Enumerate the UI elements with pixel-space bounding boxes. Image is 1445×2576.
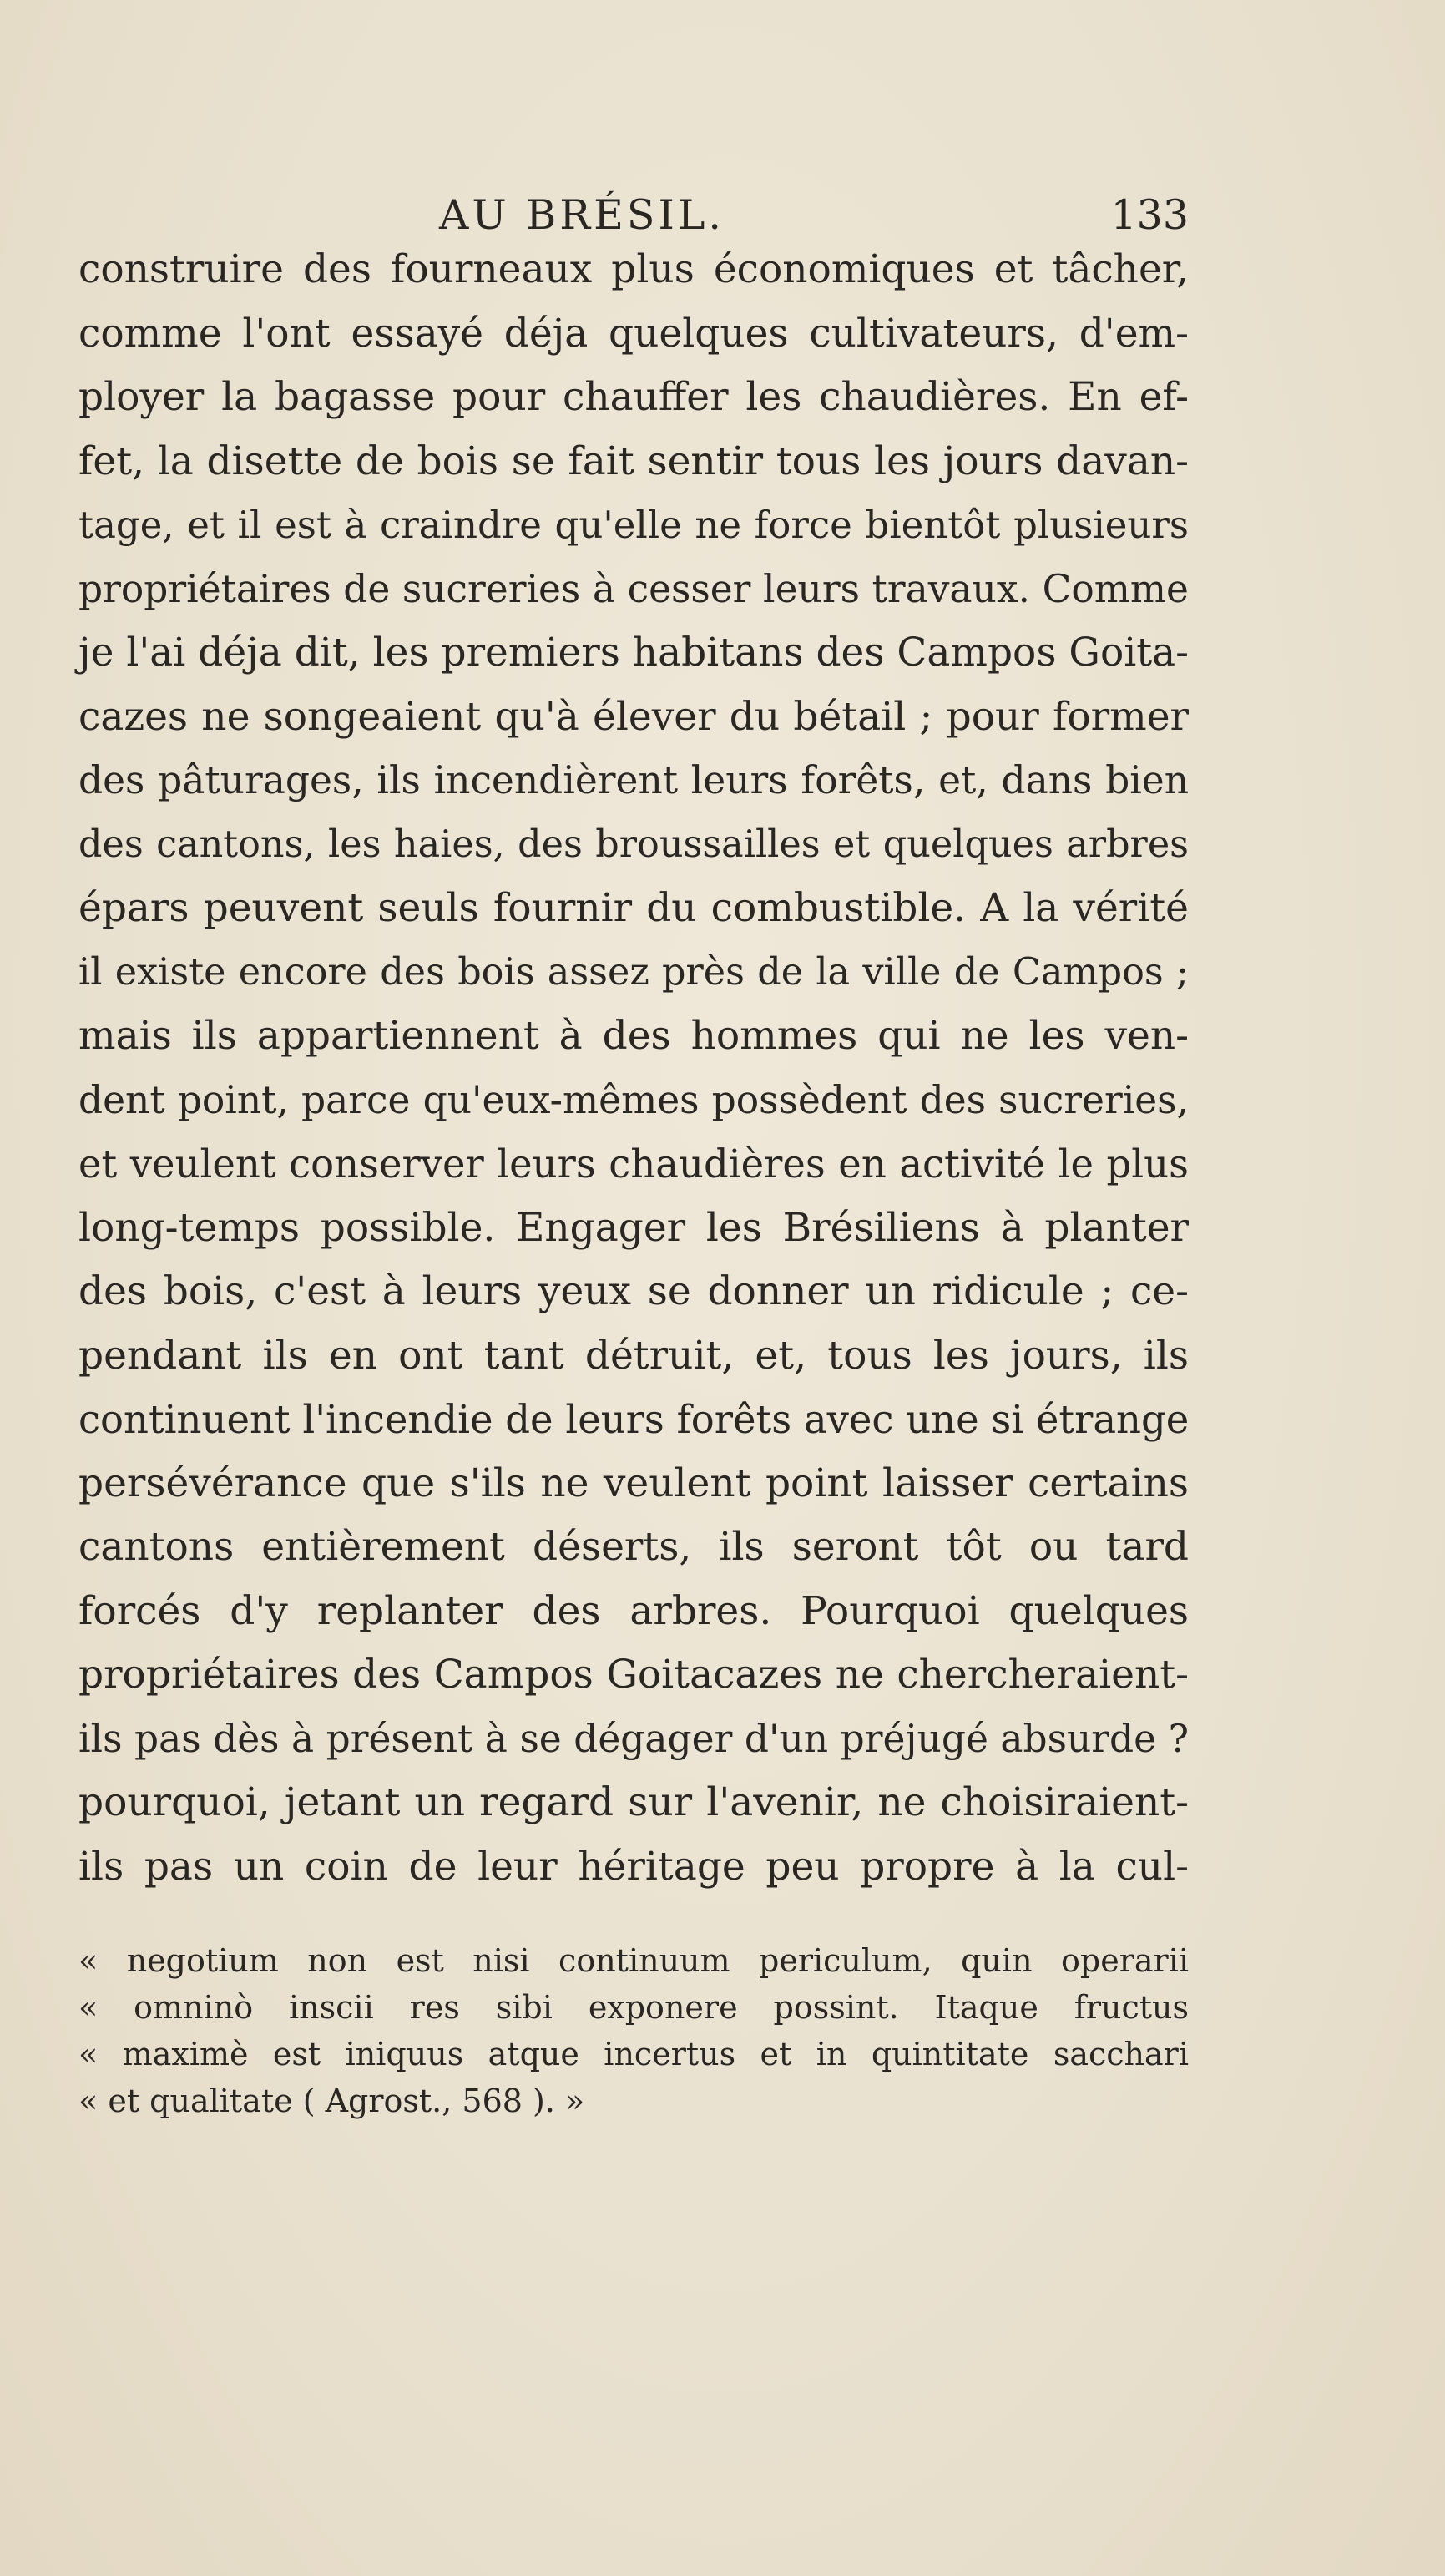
running-title: AU BRÉSIL.: [439, 191, 725, 239]
text-line: épars peuvent seuls fournir du combustible. A la vérité: [78, 885, 1189, 931]
footnote-line: « omninò inscii res sibi exponere possint. Itaque fructus: [78, 1989, 1189, 2026]
text-line: je l'ai déja dit, les premiers habitans des Campos Goita-: [78, 630, 1190, 676]
text-line: long-temps possible. Engager les Brésiliens à planter: [78, 1204, 1189, 1251]
footnote: [78, 1937, 1189, 2124]
footnote-line: « et qualitate ( Agrost., 568 ). »: [78, 2083, 585, 2119]
page-header: [78, 190, 1189, 240]
text-line: tage, et il est à craindre qu'elle ne force bientôt plusieurs: [78, 503, 1189, 547]
text-line: des bois, c'est à leurs yeux se donner un ridicule ; ce-: [78, 1268, 1189, 1314]
body-text: [78, 238, 1189, 1899]
footnote-line: « negotium non est nisi continuum periculum, quin operarii: [78, 1942, 1189, 1979]
text-line: pourquoi, jetant un regard sur l'avenir, ne choisiraient-: [78, 1779, 1189, 1825]
text-line: dent point, parce qu'eux-mêmes possèdent des sucreries,: [78, 1077, 1189, 1122]
text-line: persévérance que s'ils ne veulent point laisser certains: [78, 1460, 1189, 1506]
text-line: propriétaires de sucreries à cesser leurs travaux. Comme: [78, 566, 1189, 611]
text-line: fet, la disette de bois se fait sentir tous les jours davan-: [78, 438, 1189, 484]
text-line: des cantons, les haies, des broussailles et quelques arbres: [78, 822, 1189, 866]
text-line: il existe encore des bois assez près de la ville de Campos ;: [78, 950, 1189, 994]
text-line: cazes ne songeaient qu'à élever du bétail ; pour former: [78, 693, 1189, 740]
footnote-line: « maximè est iniquus atque incertus et in quintitate sacchari: [78, 2036, 1189, 2072]
page-number: 133: [1110, 191, 1189, 239]
text-line: ployer la bagasse pour chauffer les chaudières. En ef-: [78, 374, 1189, 420]
text-line: pendant ils en ont tant détruit, et, tous les jours, ils: [78, 1332, 1189, 1379]
text-line: comme l'ont essayé déja quelques cultivateurs, d'em-: [78, 310, 1189, 357]
text-line: mais ils appartiennent à des hommes qui ne les ven-: [78, 1013, 1189, 1059]
text-line: ils pas un coin de leur héritage peu propre à la cul-: [78, 1843, 1189, 1890]
text-line: forcés d'y replanter des arbres. Pourquoi quelques: [78, 1587, 1189, 1634]
text-line: propriétaires des Campos Goitacazes ne chercheraient-: [78, 1652, 1189, 1698]
text-line: ils pas dès à présent à se dégager d'un préjugé absurde ?: [78, 1716, 1189, 1761]
text-line: des pâturages, ils incendièrent leurs forêts, et, dans bien: [78, 758, 1189, 802]
text-line: cantons entièrement déserts, ils seront tôt ou tard: [78, 1524, 1189, 1570]
text-line: continuent l'incendie de leurs forêts avec une si étrange: [78, 1397, 1190, 1442]
text-line: construire des fourneaux plus économiques et tâcher,: [78, 246, 1189, 292]
text-line: et veulent conserver leurs chaudières en activité le plus: [78, 1141, 1189, 1187]
